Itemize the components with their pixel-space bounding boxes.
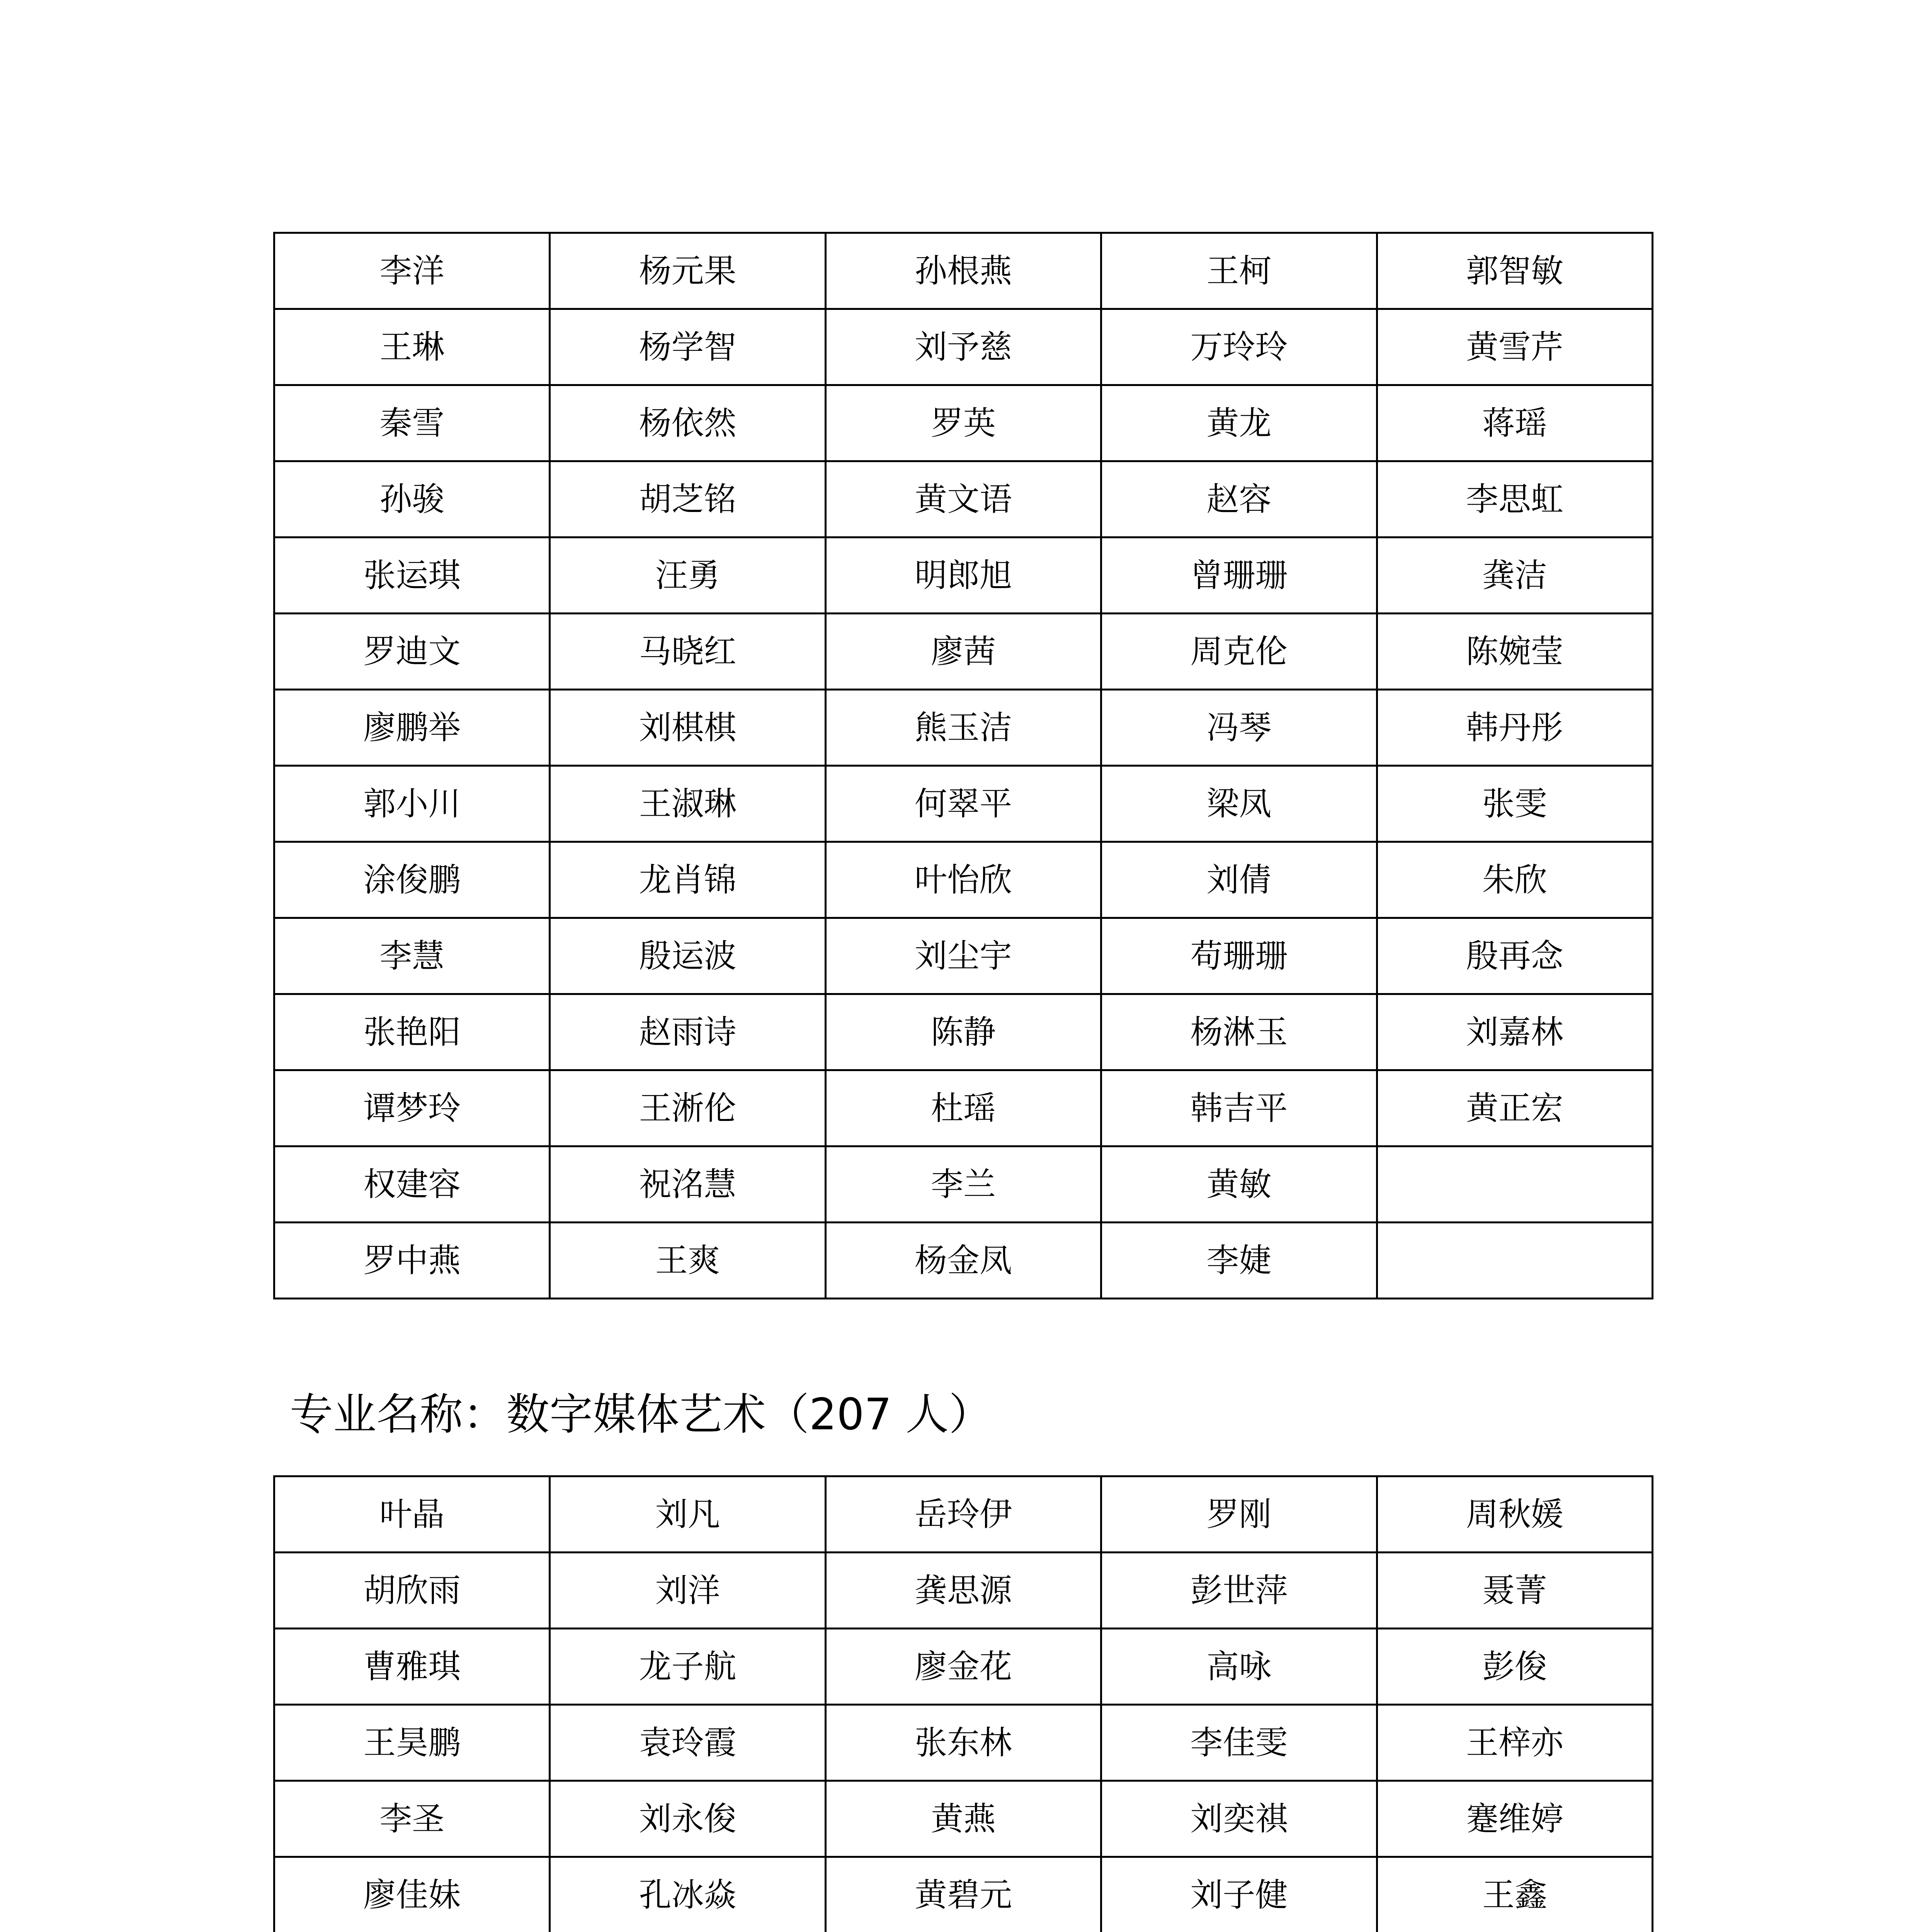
name-cell: 王昊鹏 [274, 1705, 550, 1781]
table-row [274, 1223, 1653, 1299]
name-cell: 谭梦玲 [274, 1070, 550, 1146]
name-cell: 廖鹏举 [274, 690, 550, 766]
name-cell: 何翠平 [825, 766, 1101, 842]
name-cell: 罗英 [825, 385, 1101, 461]
name-cell: 韩吉平 [1101, 1070, 1377, 1146]
name-cell: 苟珊珊 [1101, 918, 1377, 994]
table-row [274, 1705, 1653, 1781]
name-cell: 黄龙 [1101, 385, 1377, 461]
name-cell: 张艳阳 [274, 994, 550, 1070]
name-cell: 叶晶 [274, 1476, 550, 1553]
name-cell: 黄碧元 [825, 1857, 1101, 1932]
table-row [274, 1629, 1653, 1705]
name-cell: 袁玲霞 [550, 1705, 825, 1781]
name-cell: 汪勇 [550, 537, 825, 614]
table-row [274, 1476, 1653, 1553]
name-cell: 冯琴 [1101, 690, 1377, 766]
name-cell: 蒋瑶 [1377, 385, 1652, 461]
table-row [274, 1146, 1653, 1223]
name-cell: 秦雪 [274, 385, 550, 461]
name-cell: 刘凡 [550, 1476, 825, 1553]
name-cell: 黄文语 [825, 461, 1101, 537]
name-cell: 刘永俊 [550, 1781, 825, 1857]
name-cell: 李洋 [274, 233, 550, 309]
name-cell: 陈婉莹 [1377, 614, 1652, 690]
name-cell: 李思虹 [1377, 461, 1652, 537]
name-cell: 张运琪 [274, 537, 550, 614]
name-cell: 胡芝铭 [550, 461, 825, 537]
name-cell: 曾珊珊 [1101, 537, 1377, 614]
name-cell: 龙肖锦 [550, 842, 825, 918]
name-cell: 万玲玲 [1101, 309, 1377, 385]
name-cell: 杨元果 [550, 233, 825, 309]
name-cell: 张雯 [1377, 766, 1652, 842]
name-cell: 陈静 [825, 994, 1101, 1070]
name-cell: 赵容 [1101, 461, 1377, 537]
name-cell: 廖茜 [825, 614, 1101, 690]
table-row [274, 537, 1653, 614]
name-cell [1377, 1223, 1652, 1299]
table-row [274, 994, 1653, 1070]
name-cell: 岳玲伊 [825, 1476, 1101, 1553]
table-row [274, 233, 1653, 309]
name-cell: 杨金凤 [825, 1223, 1101, 1299]
name-table-2 [273, 1475, 1653, 1932]
name-cell: 黄燕 [825, 1781, 1101, 1857]
name-cell: 李慧 [274, 918, 550, 994]
name-cell: 殷运波 [550, 918, 825, 994]
table-row [274, 614, 1653, 690]
table-row [274, 842, 1653, 918]
name-cell: 明郎旭 [825, 537, 1101, 614]
name-cell: 王淅伦 [550, 1070, 825, 1146]
name-cell: 刘棋棋 [550, 690, 825, 766]
table-row [274, 1553, 1653, 1629]
name-cell: 刘子健 [1101, 1857, 1377, 1932]
name-cell: 祝洺慧 [550, 1146, 825, 1223]
name-cell: 王琳 [274, 309, 550, 385]
name-cell: 蹇维婷 [1377, 1781, 1652, 1857]
name-cell: 殷再念 [1377, 918, 1652, 994]
name-cell: 杜瑶 [825, 1070, 1101, 1146]
name-cell: 周克伦 [1101, 614, 1377, 690]
name-cell: 赵雨诗 [550, 994, 825, 1070]
name-cell: 王梓亦 [1377, 1705, 1652, 1781]
name-table-1 [273, 232, 1653, 1299]
name-cell: 朱欣 [1377, 842, 1652, 918]
name-cell: 杨淋玉 [1101, 994, 1377, 1070]
name-cell: 周秋媛 [1377, 1476, 1652, 1553]
name-cell: 胡欣雨 [274, 1553, 550, 1629]
name-cell: 韩丹彤 [1377, 690, 1652, 766]
name-cell: 权建容 [274, 1146, 550, 1223]
section-title: 专业名称：数字媒体艺术（207 人） [290, 1389, 992, 1440]
name-cell: 黄雪芹 [1377, 309, 1652, 385]
name-cell: 王柯 [1101, 233, 1377, 309]
name-cell: 曹雅琪 [274, 1629, 550, 1705]
name-cell: 王鑫 [1377, 1857, 1652, 1932]
table-row [274, 309, 1653, 385]
name-cell: 黄正宏 [1377, 1070, 1652, 1146]
name-cell: 刘尘宇 [825, 918, 1101, 994]
name-cell: 王淑琳 [550, 766, 825, 842]
table-row [274, 461, 1653, 537]
name-cell: 廖金花 [825, 1629, 1101, 1705]
name-cell: 聂菁 [1377, 1553, 1652, 1629]
name-cell: 涂俊鹏 [274, 842, 550, 918]
table-row [274, 918, 1653, 994]
name-cell: 刘予慈 [825, 309, 1101, 385]
name-cell: 张东林 [825, 1705, 1101, 1781]
name-cell: 刘奕祺 [1101, 1781, 1377, 1857]
name-cell: 王爽 [550, 1223, 825, 1299]
name-cell: 龚思源 [825, 1553, 1101, 1629]
name-cell: 龙子航 [550, 1629, 825, 1705]
name-cell: 郭智敏 [1377, 233, 1652, 309]
name-cell: 罗迪文 [274, 614, 550, 690]
name-cell [1377, 1146, 1652, 1223]
name-cell: 梁凤 [1101, 766, 1377, 842]
name-cell: 李佳雯 [1101, 1705, 1377, 1781]
name-cell: 杨学智 [550, 309, 825, 385]
name-cell: 廖佳妹 [274, 1857, 550, 1932]
table-row [274, 1781, 1653, 1857]
name-cell: 杨依然 [550, 385, 825, 461]
name-cell: 郭小川 [274, 766, 550, 842]
table-row [274, 1857, 1653, 1932]
name-cell: 李兰 [825, 1146, 1101, 1223]
name-cell: 龚洁 [1377, 537, 1652, 614]
name-cell: 刘洋 [550, 1553, 825, 1629]
name-cell: 罗中燕 [274, 1223, 550, 1299]
name-cell: 高咏 [1101, 1629, 1377, 1705]
name-cell: 刘倩 [1101, 842, 1377, 918]
table-row [274, 1070, 1653, 1146]
name-cell: 叶怡欣 [825, 842, 1101, 918]
name-cell: 孙根燕 [825, 233, 1101, 309]
table-row [274, 766, 1653, 842]
table-row [274, 385, 1653, 461]
name-cell: 马晓红 [550, 614, 825, 690]
name-cell: 刘嘉林 [1377, 994, 1652, 1070]
name-cell: 李圣 [274, 1781, 550, 1857]
name-cell: 孙骏 [274, 461, 550, 537]
name-cell: 李婕 [1101, 1223, 1377, 1299]
name-cell: 彭世萍 [1101, 1553, 1377, 1629]
name-cell: 熊玉洁 [825, 690, 1101, 766]
table-row [274, 690, 1653, 766]
name-cell: 黄敏 [1101, 1146, 1377, 1223]
name-cell: 孔冰焱 [550, 1857, 825, 1932]
name-cell: 彭俊 [1377, 1629, 1652, 1705]
name-cell: 罗刚 [1101, 1476, 1377, 1553]
